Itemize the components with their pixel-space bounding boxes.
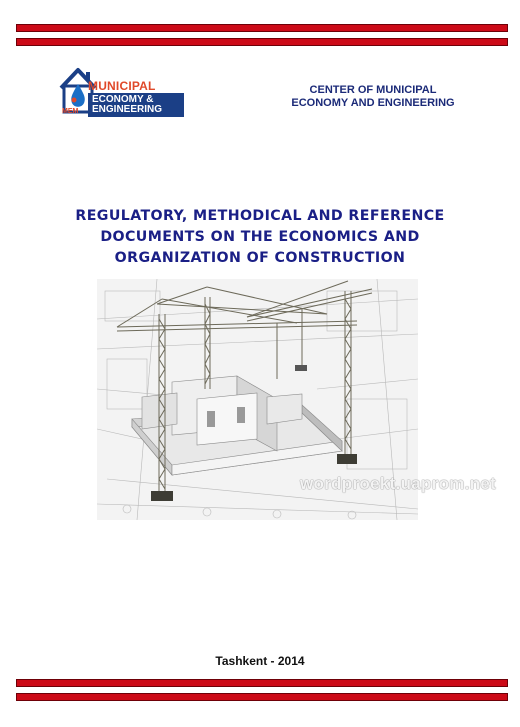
footer-place-year: Tashkent - 2014 [215,654,305,668]
logo-box [88,93,184,117]
title-line-1: REGULATORY, METHODICAL AND REFERENCE [75,208,445,224]
top-red-bar-2 [16,38,508,46]
top-red-bar-1 [16,24,508,32]
bottom-red-bar-2 [16,693,508,701]
document-title [40,206,480,269]
watermark-text: wordproekt.uaprom.net [300,474,497,493]
logo-badge: MEM [62,108,79,115]
logo-line-municipal: MUNICIPAL [88,79,156,93]
title-line-2: DOCUMENTS ON THE ECONOMICS AND [100,229,420,245]
organization-line-1: CENTER OF MUNICIPAL [309,84,437,96]
logo [58,66,188,120]
bottom-red-bar-1 [16,679,508,687]
logo-line-economy: ECONOMY & [92,94,154,105]
organization-line-2: ECONOMY AND ENGINEERING [291,97,455,109]
organization-name [262,84,484,110]
title-line-3: ORGANIZATION OF CONSTRUCTION [114,250,406,266]
logo-line-engineering: ENGINEERING [92,104,163,115]
